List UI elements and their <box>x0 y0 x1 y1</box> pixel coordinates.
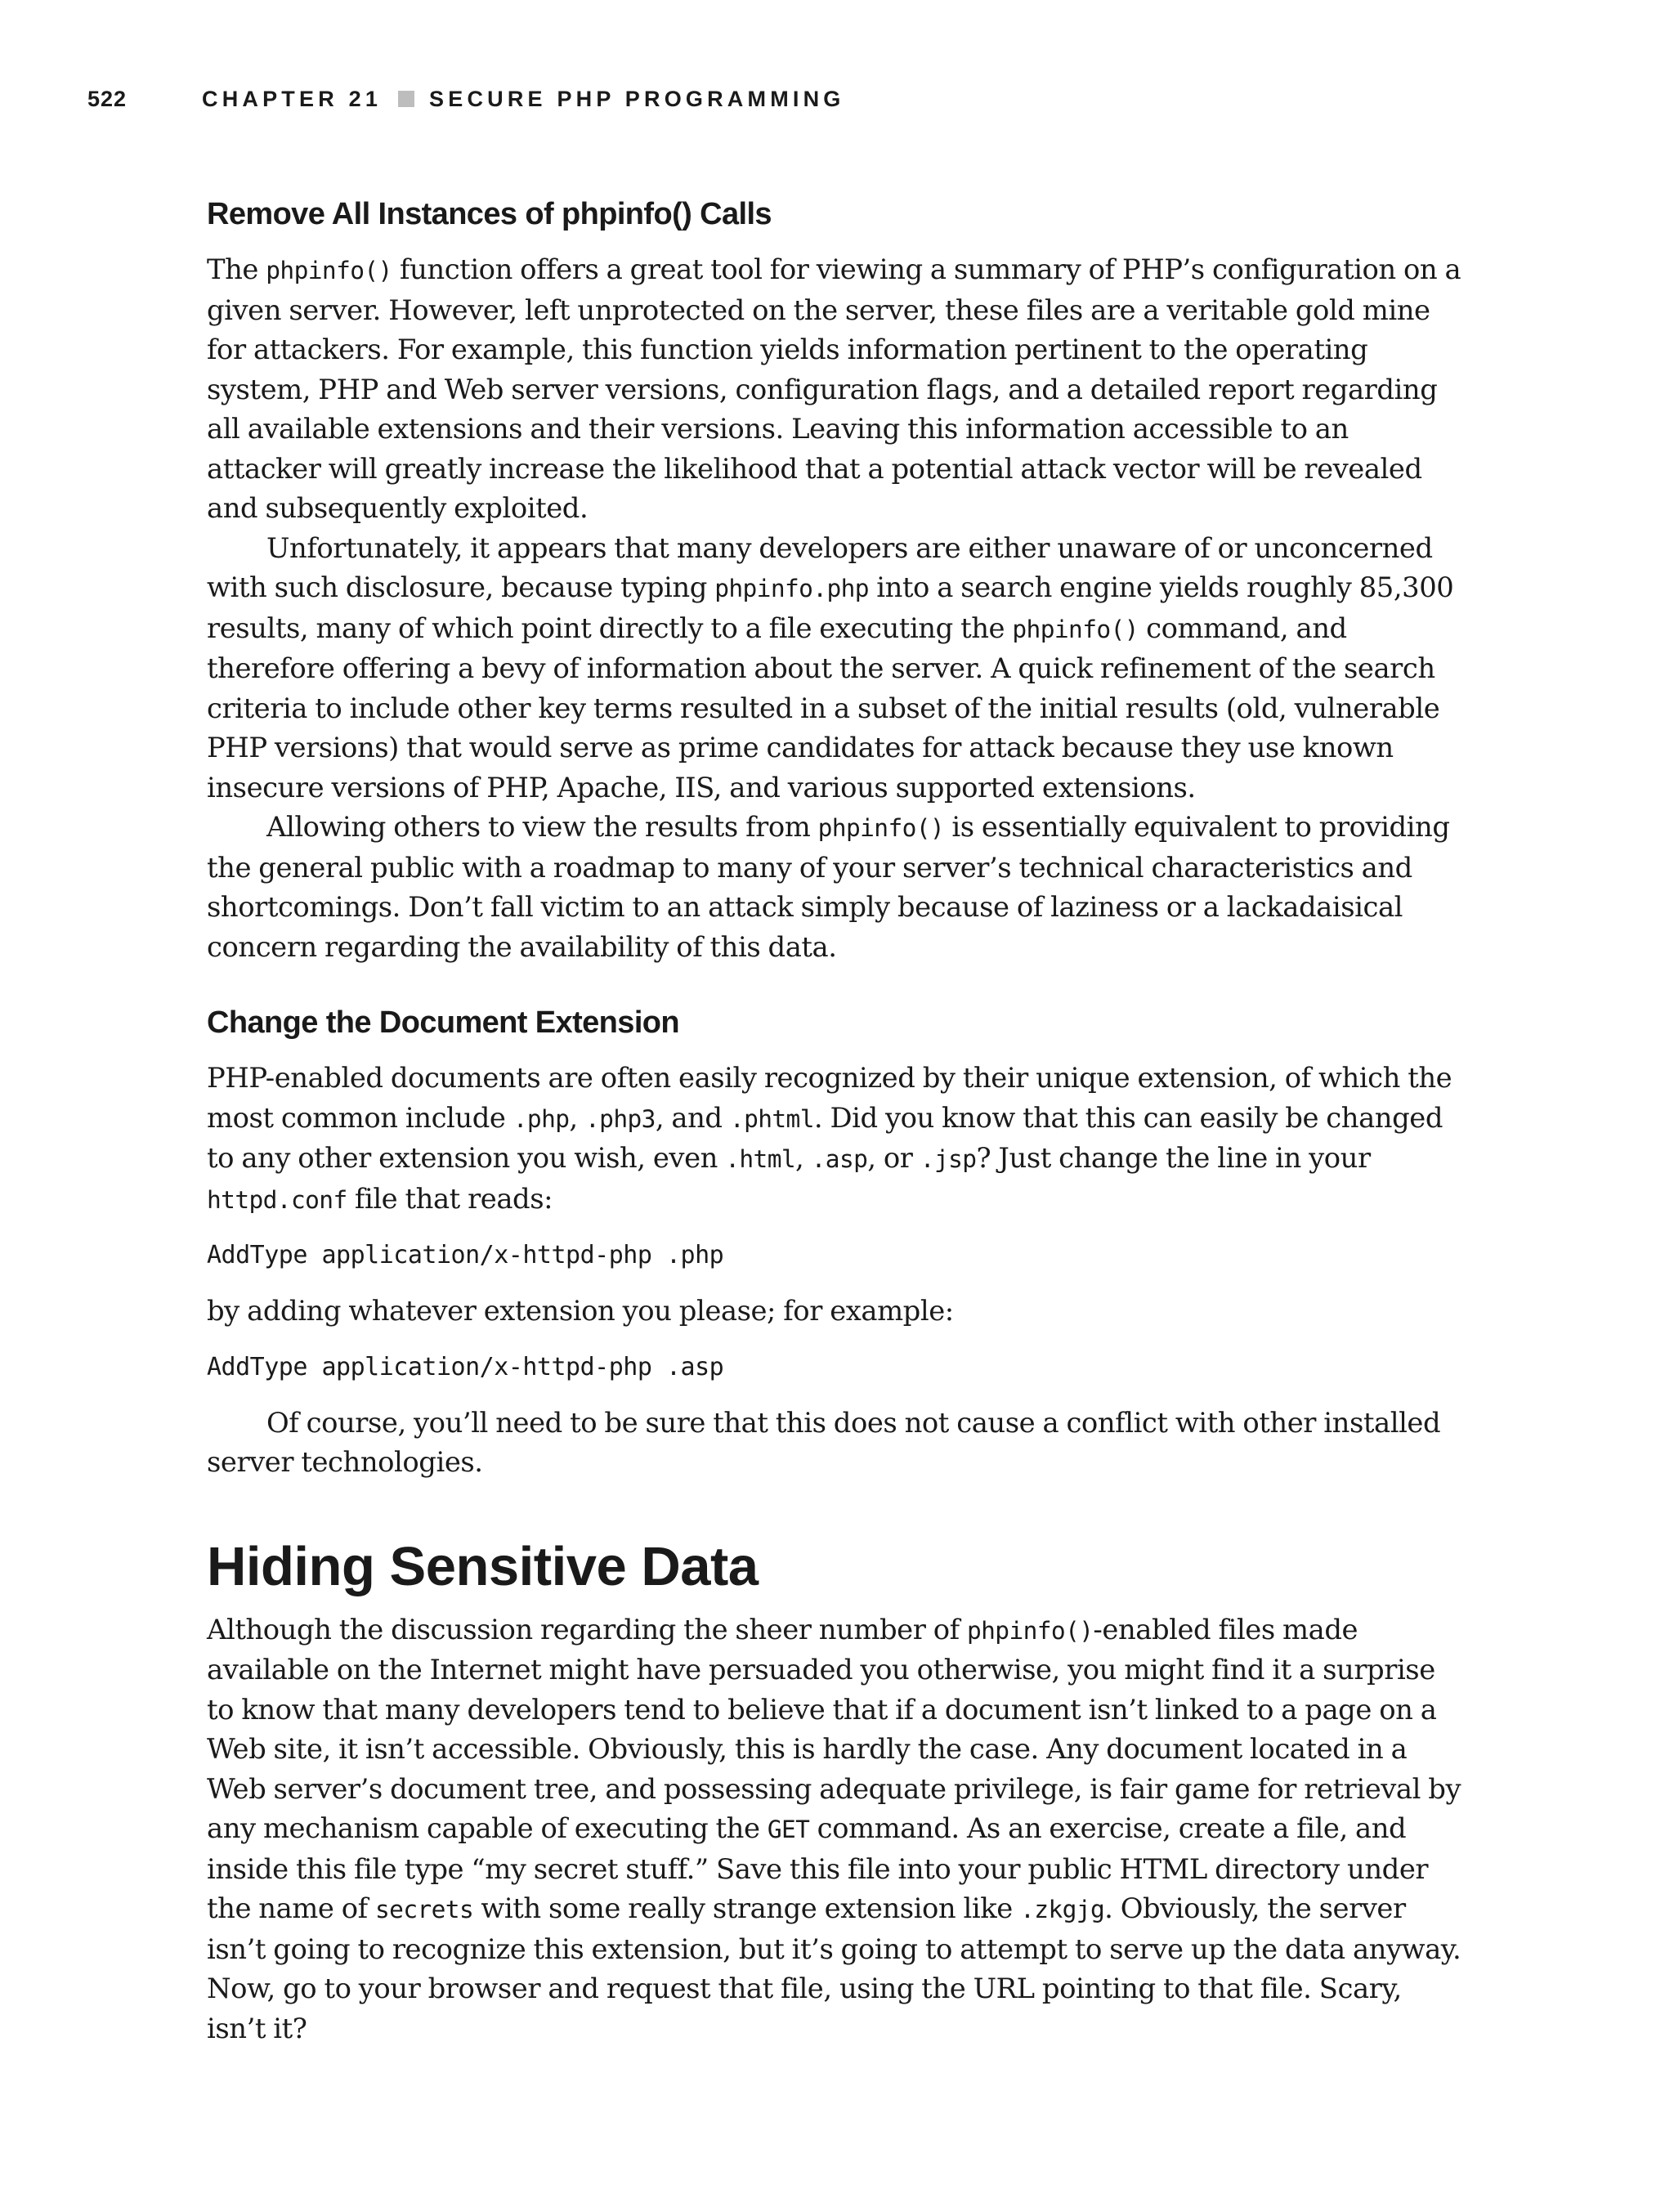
paragraph <box>207 1059 1466 1220</box>
subheading-phpinfo: Remove All Instances of phpinfo() Calls <box>207 197 772 231</box>
running-head <box>87 83 845 115</box>
inline-code: httpd.conf <box>207 1185 347 1214</box>
text-run: , and <box>655 1101 730 1134</box>
inline-code: .php3 <box>585 1104 656 1133</box>
inline-code: .jsp <box>920 1145 977 1173</box>
text-run: -enabled files made available on the Internet might have persuaded you otherwise, you might find it a surprise to know that many developers tend to believe that if a document isn’t linked to a page on a Web site, it isn’t accessible. Obviously, this is hardly the case. Any document located in a Web server’s document tree, and possessing adequate privilege, is fair game for retrieval by any mechanism capable of executing the <box>207 1613 1461 1844</box>
text-run: with some really strange extension like <box>473 1892 1021 1924</box>
text-run: ? Just change the line in your <box>976 1142 1371 1174</box>
inline-code: phpinfo() <box>266 257 392 284</box>
paragraph <box>207 808 1466 967</box>
text-run: The <box>207 253 266 285</box>
text-run: function offers a great tool for viewing a summary of PHP’s configuration on a given server. However, left unprotected on the server, these files are a veritable gold mine for attackers. For example, this function yields information pertinent to the operating system, PHP and Web server versions, configuration flags, and a detailed report regarding all available extensions and their versions. Leaving this information accessible to an attacker will greatly increase the likelihood that a potential attack vector will be revealed and subsequently exploited. <box>207 253 1461 524</box>
paragraph <box>207 1610 1466 2049</box>
text-run: Although the discussion regarding the sheer number of <box>207 1613 967 1646</box>
inline-code: phpinfo() <box>1012 615 1139 643</box>
inline-code: .php <box>512 1104 570 1133</box>
inline-code: phpinfo.php <box>714 575 869 602</box>
text-run: , <box>569 1101 585 1134</box>
square-bullet-icon <box>398 91 414 107</box>
chapter-number: CHAPTER 21 <box>202 86 383 111</box>
paragraph: by adding whatever extension you please; for example: <box>207 1295 954 1327</box>
inline-code: .zkgjg <box>1020 1896 1105 1923</box>
text-run: , or <box>867 1142 920 1174</box>
chapter-title: SECURE PHP PROGRAMMING <box>429 86 845 111</box>
text-run: . Did you know that this can easily be changed to any other extension you wish, even <box>207 1101 1443 1174</box>
text-run: Allowing others to view the results from <box>266 811 818 843</box>
text-run: command. As an exercise, create a file, and inside this file type “my secret stuff.” Save this file into your public HTML directory under the name of <box>207 1812 1429 1924</box>
paragraph <box>207 529 1466 808</box>
page-content <box>207 186 1466 2049</box>
subheading-document-extension: Change the Document Extension <box>207 1005 680 1040</box>
text-run: PHP-enabled documents are often easily recognized by their unique extension, of which the most common include <box>207 1062 1452 1134</box>
section-title-hiding-sensitive-data: Hiding Sensitive Data <box>207 1535 759 1597</box>
inline-code: GET <box>767 1816 810 1843</box>
chapter-label <box>202 87 845 112</box>
inline-code: secrets <box>375 1896 474 1923</box>
page-number: 522 <box>87 86 128 111</box>
inline-code: .html <box>725 1145 796 1173</box>
text-run: into a search engine yields roughly 85,300 results, many of which point directly to a file executing the <box>207 571 1454 644</box>
paragraph: Of course, you’ll need to be sure that this does not cause a conflict with other installed server technologies. <box>207 1406 1441 1478</box>
text-run: . Obviously, the server isn’t going to recognize this extension, but it’s going to attempt to serve up the data anyway. Now, go to your browser and request that file, using the URL pointing to that file. Scary, isn’t it? <box>207 1892 1461 2044</box>
text-run: file that reads: <box>347 1182 553 1215</box>
text-run: Unfortunately, it appears that many developers are either unaware of or unconcerned with such disclosure, because typing <box>207 531 1433 603</box>
text-run: is essentially equivalent to providing the general public with a roadmap to many of your server’s technical characteristics and shortcomings. Don’t fall victim to an attack simply because of laziness or a lackadaisical concern regarding the availability of this data. <box>207 811 1450 963</box>
code-line: AddType application/x-httpd-php .asp <box>207 1352 724 1381</box>
text-run: , <box>795 1142 812 1174</box>
inline-code: phpinfo() <box>817 814 945 842</box>
code-line: AddType application/x-httpd-php .php <box>207 1241 724 1269</box>
inline-code: .phtml <box>729 1104 814 1133</box>
paragraph <box>207 250 1466 529</box>
text-run: command, and therefore offering a bevy of information about the server. A quick refinement of the search criteria to include other key terms resulted in a subset of the initial results (old, vulnerable PHP versions) that would serve as prime candidates for attack because they use known insecure versions of PHP, Apache, IIS, and various supported extensions. <box>207 611 1440 804</box>
inline-code: phpinfo() <box>966 1616 1094 1645</box>
inline-code: .asp <box>811 1145 868 1173</box>
